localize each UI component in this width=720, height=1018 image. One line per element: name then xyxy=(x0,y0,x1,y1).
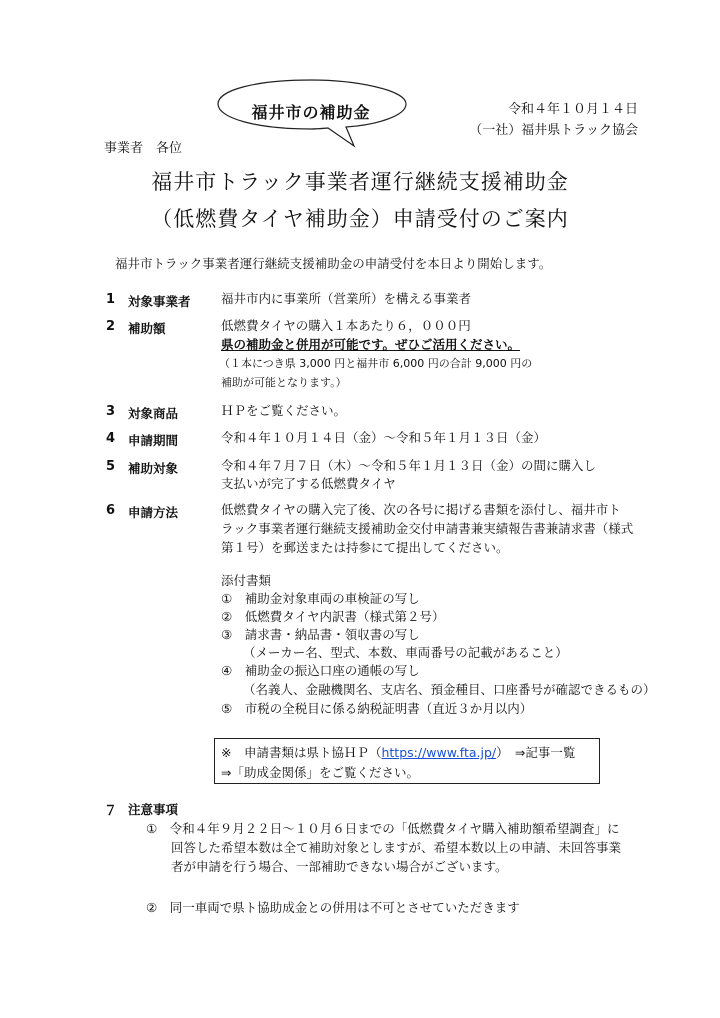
notice-prefix: ※ 申請書類は県ト協ＨＰ（ xyxy=(221,745,382,760)
cautions-heading: 注意事項 xyxy=(128,802,179,817)
attachment-item: ④ 補助金の振込口座の通帳の写し xyxy=(221,663,420,678)
bubble-label: 福井市の補助金 xyxy=(251,103,371,122)
item-label: 申請方法 xyxy=(128,505,179,520)
item-number: 2 xyxy=(106,319,116,334)
item-note: （１本につき県 3,000 円と福井市 6,000 円の合計 9,000 円の xyxy=(219,357,533,370)
attachment-item: ⑤ 市税の全税目に係る納税証明書（直近３か月以内） xyxy=(221,701,533,716)
item-number: 4 xyxy=(106,431,116,446)
attachment-item: ② 低燃費タイヤ内訳書（様式第２号） xyxy=(221,609,445,624)
item-text: 第１号）を郵送または持参にて提出してください。 xyxy=(221,540,509,555)
notice-line1 xyxy=(221,743,575,761)
notice-suffix: ） ⇒記事一覧 xyxy=(496,745,576,760)
item-highlight: 県の補助金と併用が可能です。ぜひご活用ください。 xyxy=(221,337,521,352)
attachment-detail: （名義人、金融機関名、支店名、預金種目、口座番号が確認できるもの） xyxy=(243,682,656,697)
notice-line2: ⇒「助成金関係」をご覧ください。 xyxy=(221,765,419,780)
item-label: 対象商品 xyxy=(128,406,179,421)
item-number: 5 xyxy=(106,459,116,474)
attachment-item: ① 補助金対象車両の車検証の写し xyxy=(221,591,420,606)
notice-box xyxy=(214,738,600,784)
item-text: 福井市内に事業所（営業所）を構える事業者 xyxy=(221,291,472,306)
document-title-line1: 福井市トラック事業者運行継続支援補助金 xyxy=(151,170,569,194)
issue-date: 令和４年１０月１４日 xyxy=(507,102,638,117)
item-label: 補助額 xyxy=(128,321,166,336)
item-label: 補助対象 xyxy=(128,461,179,476)
attachment-item: ③ 請求書・納品書・領収書の写し xyxy=(221,627,420,642)
item-label: 対象事業者 xyxy=(128,294,191,309)
caution-item: ② 同一車両で県ト協助成金との併用は不可とさせていただきます xyxy=(146,900,520,915)
document-title-line2: （低燃費タイヤ補助金）申請受付のご案内 xyxy=(151,207,569,231)
item-text: ＨＰをご覧ください。 xyxy=(221,403,347,418)
item-note: 補助が可能となります。） xyxy=(221,376,347,389)
item-text: ラック事業者運行継続支援補助金交付申請書兼実績報告書兼請求書（様式 xyxy=(221,521,634,536)
item-label: 申請期間 xyxy=(128,433,179,448)
attachment-detail: （メーカー名、型式、本数、車両番号の記載があること） xyxy=(243,645,568,660)
item-number: 1 xyxy=(106,292,116,307)
caution-item-cont: 者が申請を行う場合、一部補助できない場合がございます。 xyxy=(171,859,508,874)
item-text: 低燃費タイヤの購入完了後、次の各号に掲げる書類を添付し、福井市ト xyxy=(221,502,621,517)
fta-website-link[interactable]: https://www.fta.jp/ xyxy=(381,745,497,760)
item-number: 6 xyxy=(106,503,116,518)
issuer-name: （一社）福井県トラック協会 xyxy=(469,123,638,138)
item-text: 低燃費タイヤの購入１本あたり６，０００円 xyxy=(221,318,471,333)
callout-bubble xyxy=(216,78,438,150)
item-text: 令和４年７月７日（木）～令和５年１月１３日（金）の間に購入し xyxy=(221,458,597,473)
caution-item: ① 令和４年９月２２日～１０月６日までの「低燃費タイヤ購入補助額希望調査」に xyxy=(146,821,620,836)
caution-item-cont: 回答した希望本数は全て補助対象としますが、希望本数以上の申請、未回答事業 xyxy=(171,840,622,855)
cautions-number: ７ xyxy=(104,804,118,819)
item-text: 令和４年１０月１４日（金）～令和５年１月１３日（金） xyxy=(221,430,547,445)
recipient-line: 事業者 各位 xyxy=(104,141,183,156)
item-text: 支払いが完了する低燃費タイヤ xyxy=(221,476,396,491)
intro-text: 福井市トラック事業者運行継続支援補助金の申請受付を本日より開始します。 xyxy=(115,256,552,271)
item-number: 3 xyxy=(106,404,116,419)
attachments-heading: 添付書類 xyxy=(221,573,272,588)
